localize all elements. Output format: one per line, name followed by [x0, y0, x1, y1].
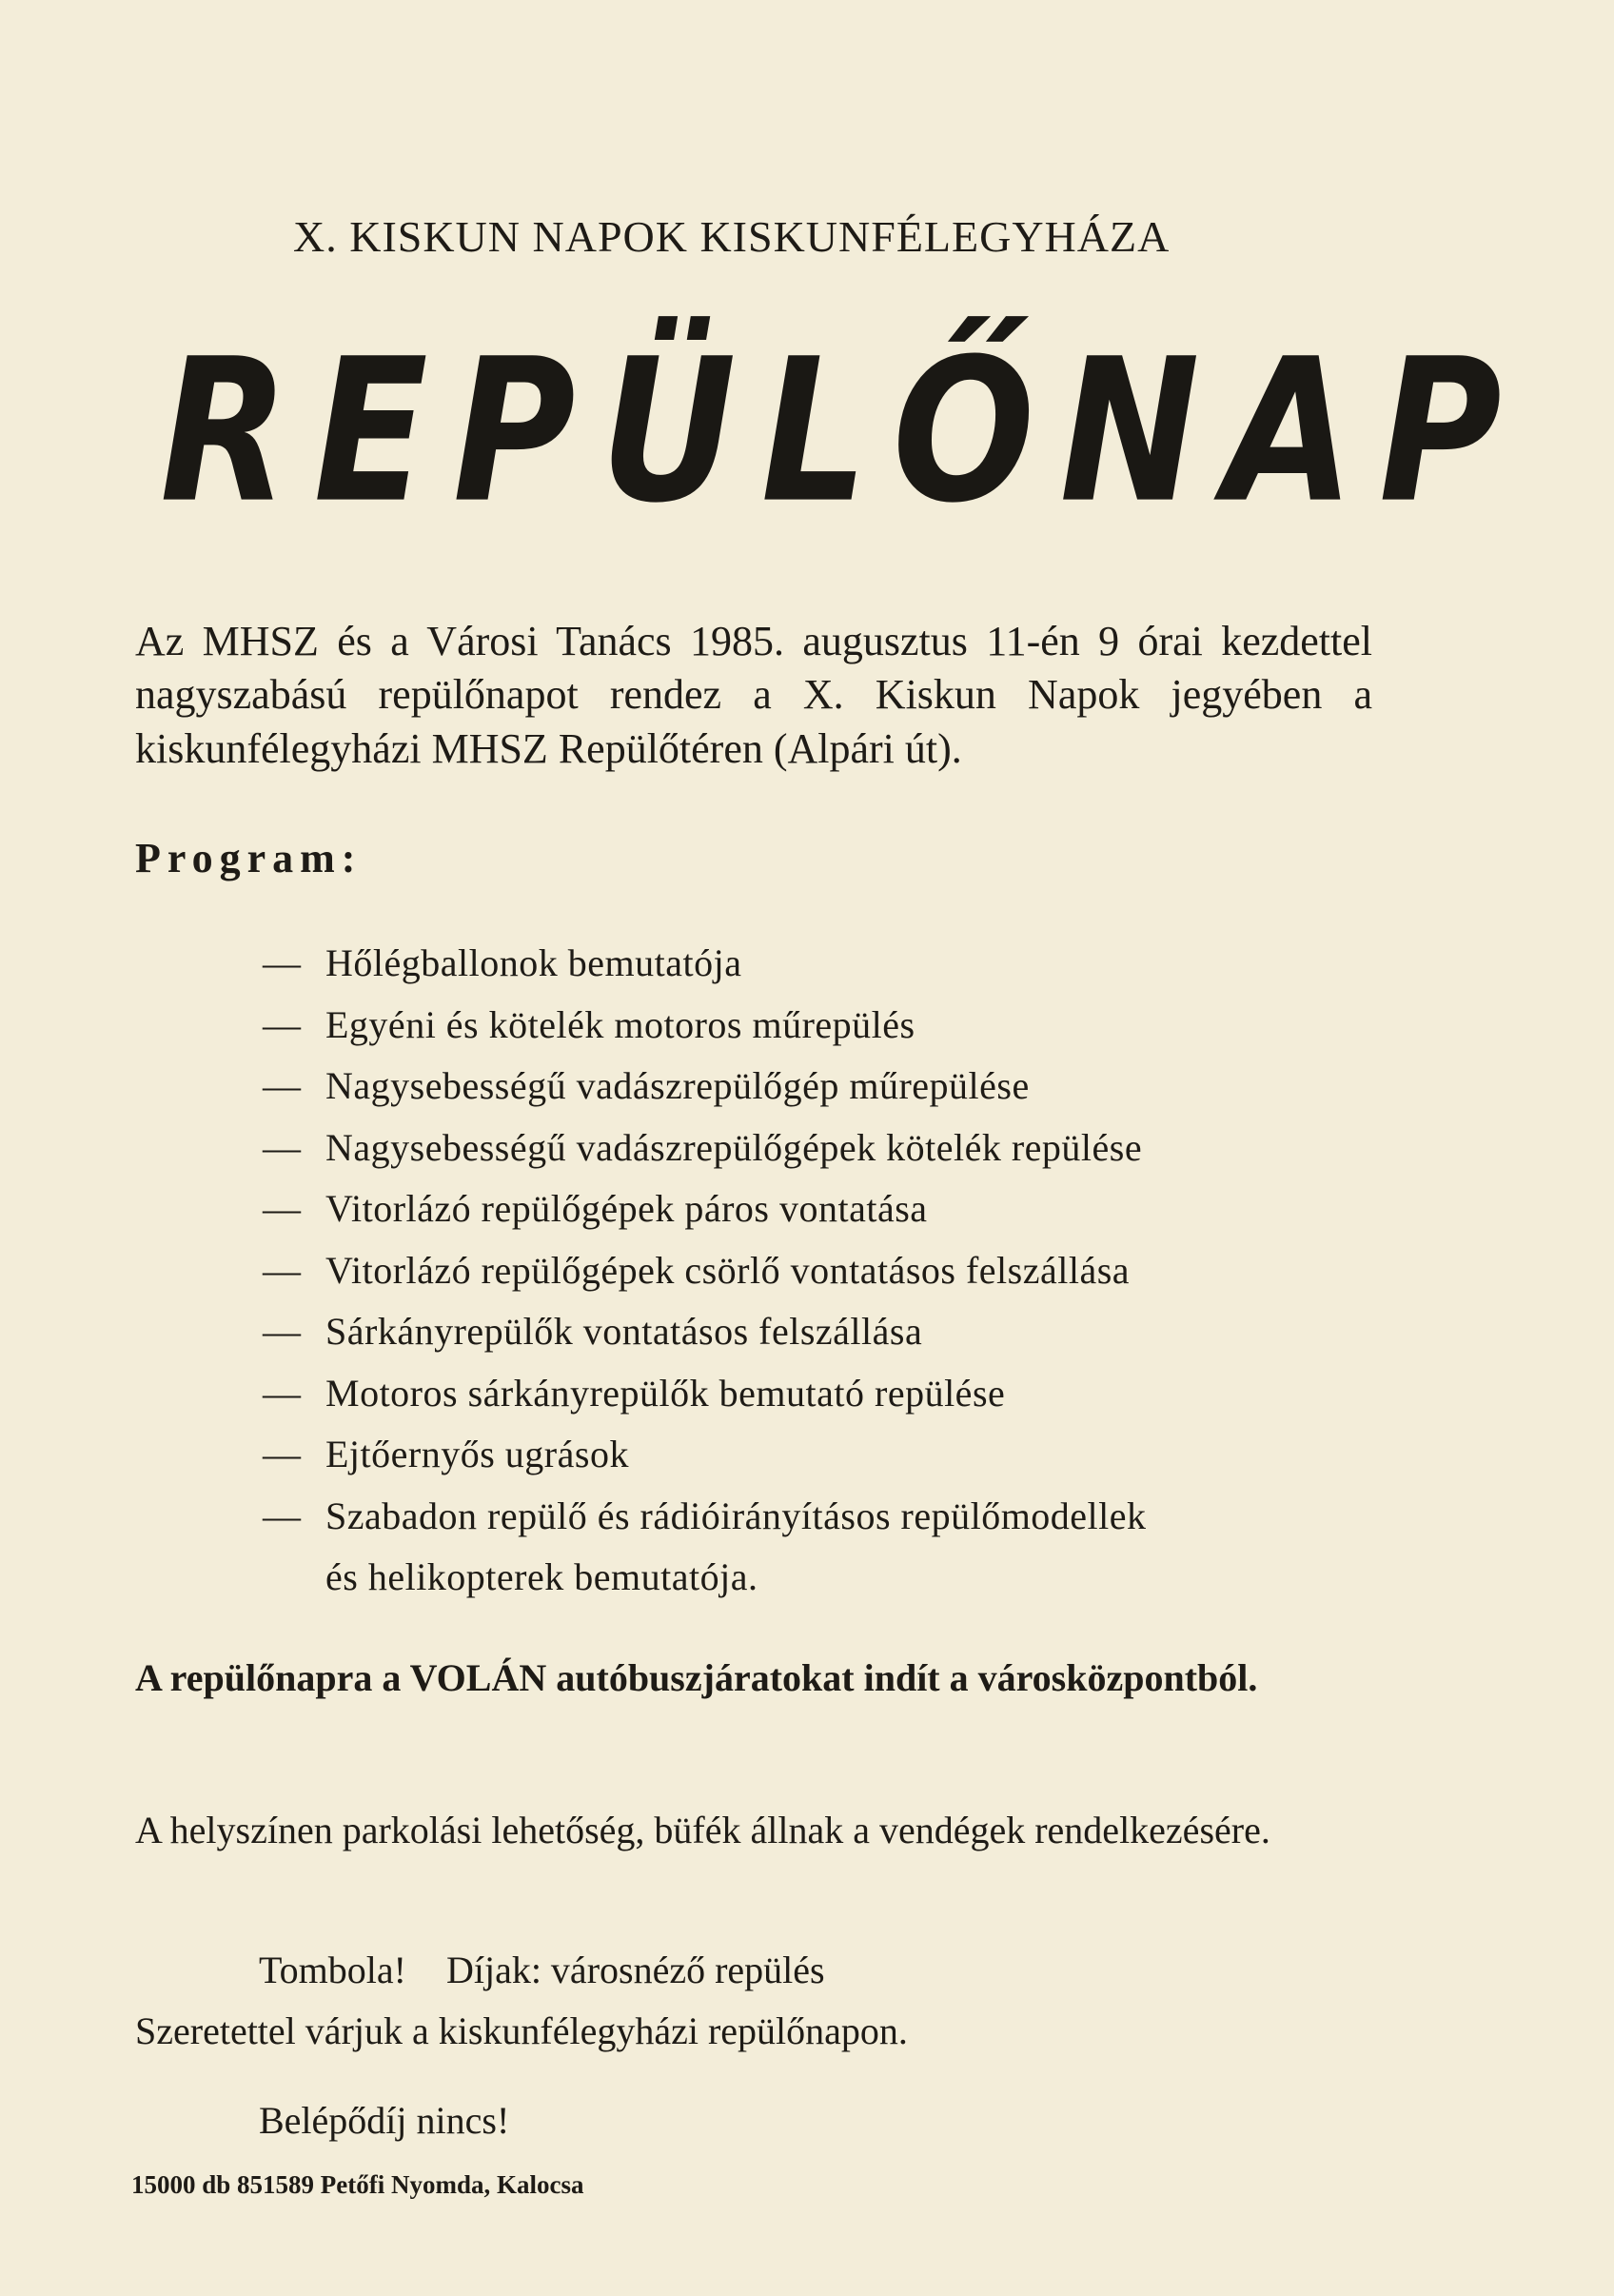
program-list [263, 933, 1405, 1609]
program-item: — Szabadon repülő és rádióirányításos repülőmodellek és helikopterek bemutatója. [263, 1486, 1405, 1609]
dash-glyph: — [263, 1494, 302, 1537]
program-item: — Hőlégballonok bemutatója [263, 933, 1405, 995]
poster-title: REPÜLŐNAP [160, 316, 1526, 547]
welcome-text: Szeretettel várjuk a kiskunfélegyházi repülőnapon. [135, 2009, 908, 2052]
dash-glyph: — [263, 1125, 302, 1169]
entry-fee-text: Belépődíj nincs! [259, 2099, 510, 2142]
bus-notice: A repülőnapra a VOLÁN autóbuszjáratokat indít a városközpontból. [135, 1656, 1258, 1699]
tombola-text: Tombola! [259, 1949, 406, 1991]
program-item: — Motoros sárkányrepülők bemutató repülése [263, 1363, 1405, 1425]
program-item: — Vitorlázó repülőgépek csörlő vontatásos felszállása [263, 1240, 1405, 1302]
program-item: — Nagysebességű vadászrepülőgép műrepülése [263, 1056, 1405, 1118]
dash-glyph: — [263, 1310, 302, 1353]
dash-glyph: — [263, 1433, 302, 1475]
dash-glyph: — [263, 1002, 302, 1046]
intro-paragraph: Az MHSZ és a Városi Tanács 1985. augusztus 11-én 9 órai kezdettel nagyszabású repülőnapot rendez a X. Kiskun Napok jegyében a kiskunfélegyházi MHSZ Repülőtéren (Alpári út). [135, 618, 1372, 772]
tombola-line [259, 1948, 825, 1992]
event-header: X. KISKUN NAPOK KISKUNFÉLEGYHÁZA [293, 212, 1171, 261]
printer-imprint: 15000 db 851589 Petőfi Nyomda, Kalocsa [131, 2170, 584, 2199]
program-item: — Egyéni és kötelék motoros műrepülés [263, 995, 1405, 1057]
dash-glyph: — [263, 1371, 302, 1415]
dash-glyph: — [263, 941, 302, 984]
dash-glyph: — [263, 1187, 302, 1230]
prizes-text: Díjak: városnéző repülés [445, 1949, 825, 1991]
program-item-continuation: és helikopterek bemutatója. [325, 1555, 758, 1598]
program-item: — Sárkányrepülők vontatásos felszállása [263, 1301, 1405, 1363]
program-item: — Vitorlázó repülőgépek páros vontatása [263, 1178, 1405, 1240]
parking-notice: A helyszínen parkolási lehetőség, büfék állnak a vendégek rendelkezésére. [135, 1809, 1270, 1851]
program-item: — Nagysebességű vadászrepülőgépek kötelék repülése [263, 1118, 1405, 1179]
program-heading: Program: [135, 835, 363, 881]
dash-glyph: — [263, 1248, 302, 1292]
program-item: — Ejtőernyős ugrások [263, 1424, 1405, 1486]
dash-glyph: — [263, 1064, 302, 1107]
